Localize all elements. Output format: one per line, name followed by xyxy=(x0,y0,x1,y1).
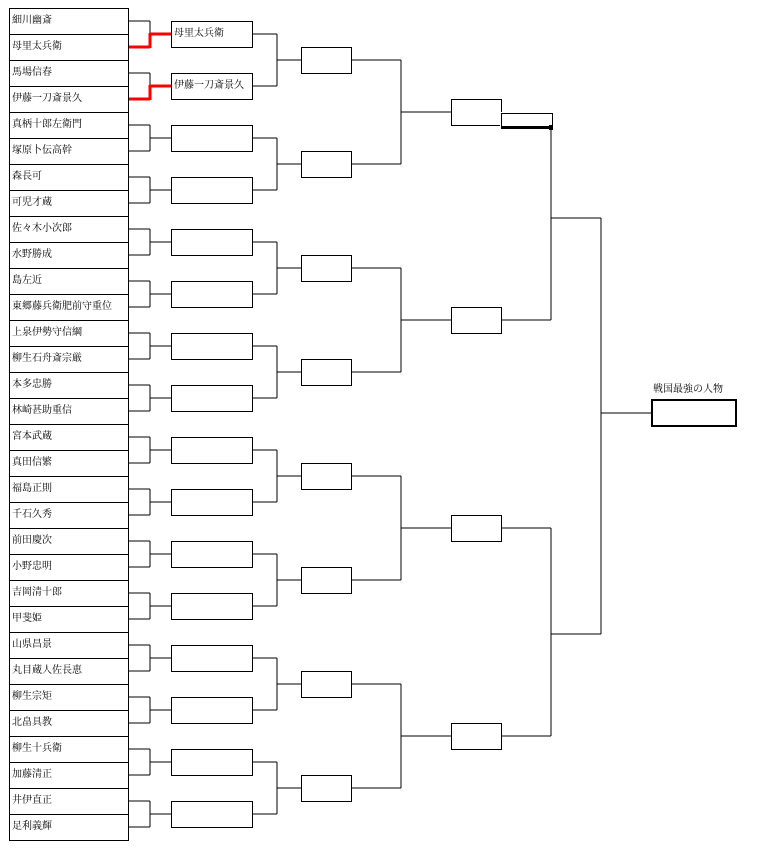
round1-cell[interactable] xyxy=(171,125,253,152)
entrant-cell[interactable]: 細川幽斎 xyxy=(9,8,129,35)
round1-cell[interactable] xyxy=(171,801,253,828)
round1-cell[interactable] xyxy=(171,385,253,412)
round1-cell[interactable] xyxy=(171,281,253,308)
entrant-cell[interactable]: 山県昌景 xyxy=(9,632,129,659)
round1-cell[interactable] xyxy=(171,333,253,360)
round2-cell[interactable] xyxy=(301,775,352,802)
round2-cell[interactable] xyxy=(301,359,352,386)
selected-cell[interactable] xyxy=(501,113,553,129)
entrant-cell[interactable]: 塚原卜伝高幹 xyxy=(9,138,129,165)
entrant-cell[interactable]: 本多忠勝 xyxy=(9,372,129,399)
entrant-cell[interactable]: 吉岡清十郎 xyxy=(9,580,129,607)
round2-cell[interactable] xyxy=(301,255,352,282)
entrant-cell[interactable]: 真田信繁 xyxy=(9,450,129,477)
entrant-cell[interactable]: 柳生宗矩 xyxy=(9,684,129,711)
entrant-cell[interactable]: 林崎甚助重信 xyxy=(9,398,129,425)
entrant-cell[interactable]: 千石久秀 xyxy=(9,502,129,529)
round1-cell[interactable]: 伊藤一刀斎景久 xyxy=(171,73,253,100)
final-label: 戦国最強の人物 xyxy=(653,384,723,395)
entrant-cell[interactable]: 真柄十郎左衛門 xyxy=(9,112,129,139)
round2-cell[interactable] xyxy=(301,463,352,490)
round2-cell[interactable] xyxy=(301,47,352,74)
entrant-cell[interactable]: 東郷藤兵衛肥前守重位 xyxy=(9,294,129,321)
entrant-cell[interactable]: 佐々木小次郎 xyxy=(9,216,129,243)
round2-cell[interactable] xyxy=(301,151,352,178)
entrant-cell[interactable]: 馬場信春 xyxy=(9,60,129,87)
entrant-cell[interactable]: 柳生石舟斎宗厳 xyxy=(9,346,129,373)
round3-cell[interactable] xyxy=(451,723,502,750)
entrant-cell[interactable]: 足利義輝 xyxy=(9,814,129,841)
round1-cell[interactable] xyxy=(171,437,253,464)
entrant-cell[interactable]: 前田慶次 xyxy=(9,528,129,555)
entrant-cell[interactable]: 母里太兵衛 xyxy=(9,34,129,61)
round2-cell[interactable] xyxy=(301,671,352,698)
round1-cell[interactable] xyxy=(171,645,253,672)
entrant-cell[interactable]: 福島正則 xyxy=(9,476,129,503)
round1-cell[interactable] xyxy=(171,541,253,568)
entrant-cell[interactable]: 小野忠明 xyxy=(9,554,129,581)
round1-cell[interactable] xyxy=(171,697,253,724)
entrant-cell[interactable]: 井伊直正 xyxy=(9,788,129,815)
round1-cell[interactable] xyxy=(171,489,253,516)
round2-cell[interactable] xyxy=(301,567,352,594)
round1-cell[interactable] xyxy=(171,593,253,620)
entrant-cell[interactable]: 北畠具教 xyxy=(9,710,129,737)
entrant-cell[interactable]: 島左近 xyxy=(9,268,129,295)
entrant-cell[interactable]: 柳生十兵衛 xyxy=(9,736,129,763)
round1-cell[interactable] xyxy=(171,229,253,256)
fill-handle[interactable] xyxy=(549,125,553,130)
round3-cell[interactable] xyxy=(451,515,502,542)
entrant-cell[interactable]: 宮本武蔵 xyxy=(9,424,129,451)
entrant-cell[interactable]: 甲斐姫 xyxy=(9,606,129,633)
round1-cell[interactable]: 母里太兵衛 xyxy=(171,21,253,48)
entrant-cell[interactable]: 上泉伊勢守信綱 xyxy=(9,320,129,347)
entrant-cell[interactable]: 伊藤一刀斎景久 xyxy=(9,86,129,113)
round1-cell[interactable] xyxy=(171,749,253,776)
entrant-cell[interactable]: 丸目蔵人佐長恵 xyxy=(9,658,129,685)
round1-cell[interactable] xyxy=(171,177,253,204)
entrant-cell[interactable]: 森長可 xyxy=(9,164,129,191)
round3-cell[interactable] xyxy=(451,99,502,126)
entrant-cell[interactable]: 可児才蔵 xyxy=(9,190,129,217)
entrant-cell[interactable]: 加藤清正 xyxy=(9,762,129,789)
champion-cell[interactable] xyxy=(651,399,737,427)
round3-cell[interactable] xyxy=(451,307,502,334)
entrant-cell[interactable]: 水野勝成 xyxy=(9,242,129,269)
